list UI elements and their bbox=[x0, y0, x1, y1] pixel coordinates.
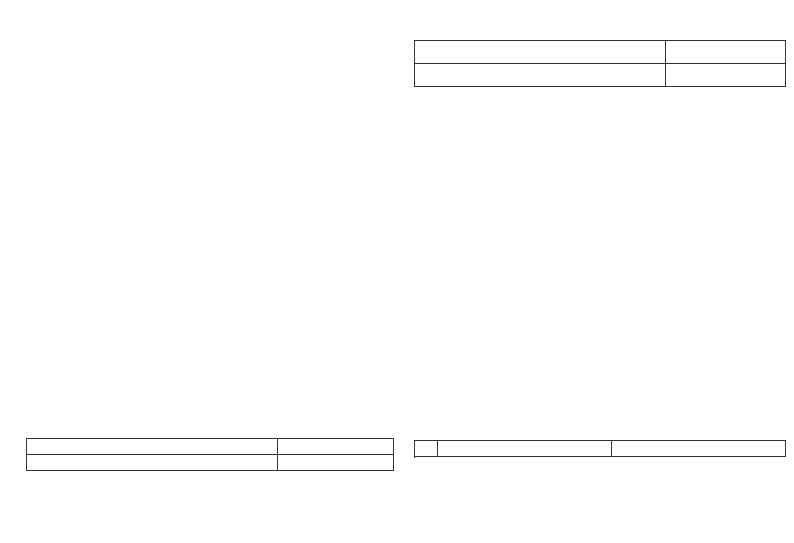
table-header bbox=[438, 441, 612, 457]
table-header bbox=[612, 441, 786, 457]
pie-chart bbox=[64, 304, 214, 404]
table-header bbox=[278, 439, 394, 455]
table-cell bbox=[666, 64, 786, 87]
table-q4 bbox=[26, 438, 394, 471]
table-cell bbox=[278, 455, 394, 471]
table-cell bbox=[415, 41, 666, 64]
table-cell bbox=[27, 455, 278, 471]
table-q4-continued bbox=[414, 40, 786, 87]
table-header bbox=[27, 439, 278, 455]
table-cell bbox=[415, 441, 438, 457]
table-q11 bbox=[414, 440, 786, 457]
table-cell bbox=[415, 64, 666, 87]
table-cell bbox=[666, 41, 786, 64]
